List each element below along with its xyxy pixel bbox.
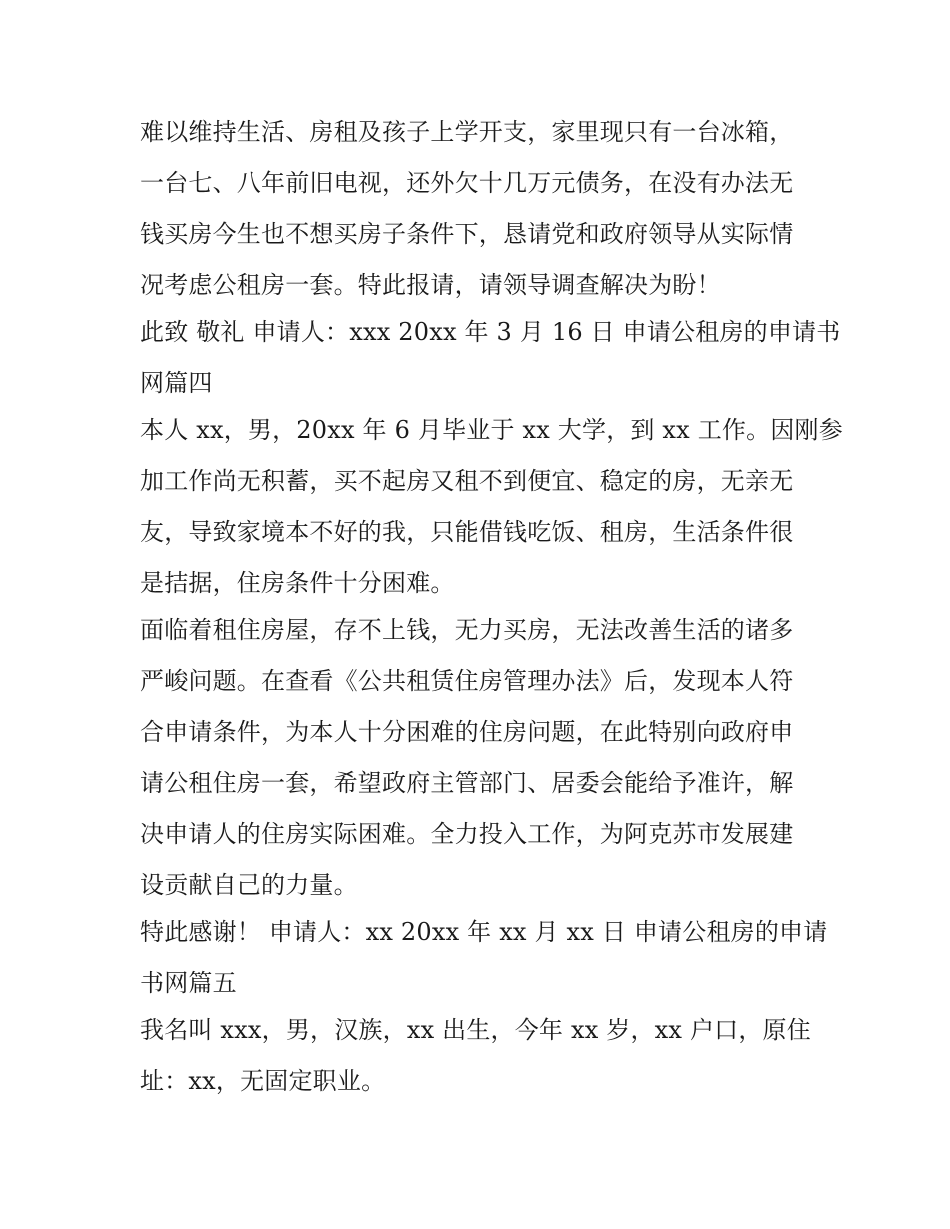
text-line: 友，导致家境本不好的我，只能借钱吃饭、租房，生活条件很 bbox=[140, 518, 794, 546]
text-line: 决申请人的住房实际困难。全力投入工作，为阿克苏市发展建 bbox=[140, 820, 794, 848]
text-line: 面临着租住房屋，存不上钱，无力买房，无法改善生活的诸多 bbox=[140, 616, 794, 644]
text-line: 钱买房今生也不想买房子条件下，恳请党和政府领导从实际情 bbox=[140, 220, 794, 248]
text-line: 加工作尚无积蓄，买不起房又租不到便宜、稳定的房，无亲无 bbox=[140, 467, 794, 495]
text-line: 特此感谢！ 申请人：xx 20xx 年 xx 月 xx 日 申请公租房的申请 bbox=[140, 918, 828, 946]
text-line: 书网篇五 bbox=[140, 969, 237, 997]
document-body bbox=[140, 107, 843, 1107]
text-line: 合申请条件，为本人十分困难的住房问题，在此特别向政府申 bbox=[140, 718, 794, 746]
text-line: 严峻问题。在查看《公共租赁住房管理办法》后，发现本人符 bbox=[140, 667, 794, 695]
text-line: 网篇四 bbox=[140, 369, 213, 397]
text-line: 请公租住房一套，希望政府主管部门、居委会能给予准许，解 bbox=[140, 769, 794, 797]
text-line: 是拮据，住房条件十分困难。 bbox=[140, 569, 455, 597]
text-line: 我名叫 xxx，男，汉族，xx 出生，今年 xx 岁，xx 户口，原住 bbox=[140, 1016, 811, 1044]
text-line: 此致 敬礼 申请人：xxx 20xx 年 3 月 16 日 申请公租房的申请书 bbox=[140, 318, 841, 346]
text-line: 况考虑公租房一套。特此报请，请领导调查解决为盼！ bbox=[140, 271, 721, 299]
text-line: 一台七、八年前旧电视，还外欠十几万元债务，在没有办法无 bbox=[140, 169, 794, 197]
text-line: 设贡献自己的力量。 bbox=[140, 871, 358, 899]
text-line: 本人 xx，男，20xx 年 6 月毕业于 xx 大学，到 xx 工作。因刚参 bbox=[140, 416, 843, 444]
text-line: 址：xx，无固定职业。 bbox=[140, 1067, 386, 1095]
text-line: 难以维持生活、房租及孩子上学开支，家里现只有一台冰箱， bbox=[140, 118, 794, 146]
